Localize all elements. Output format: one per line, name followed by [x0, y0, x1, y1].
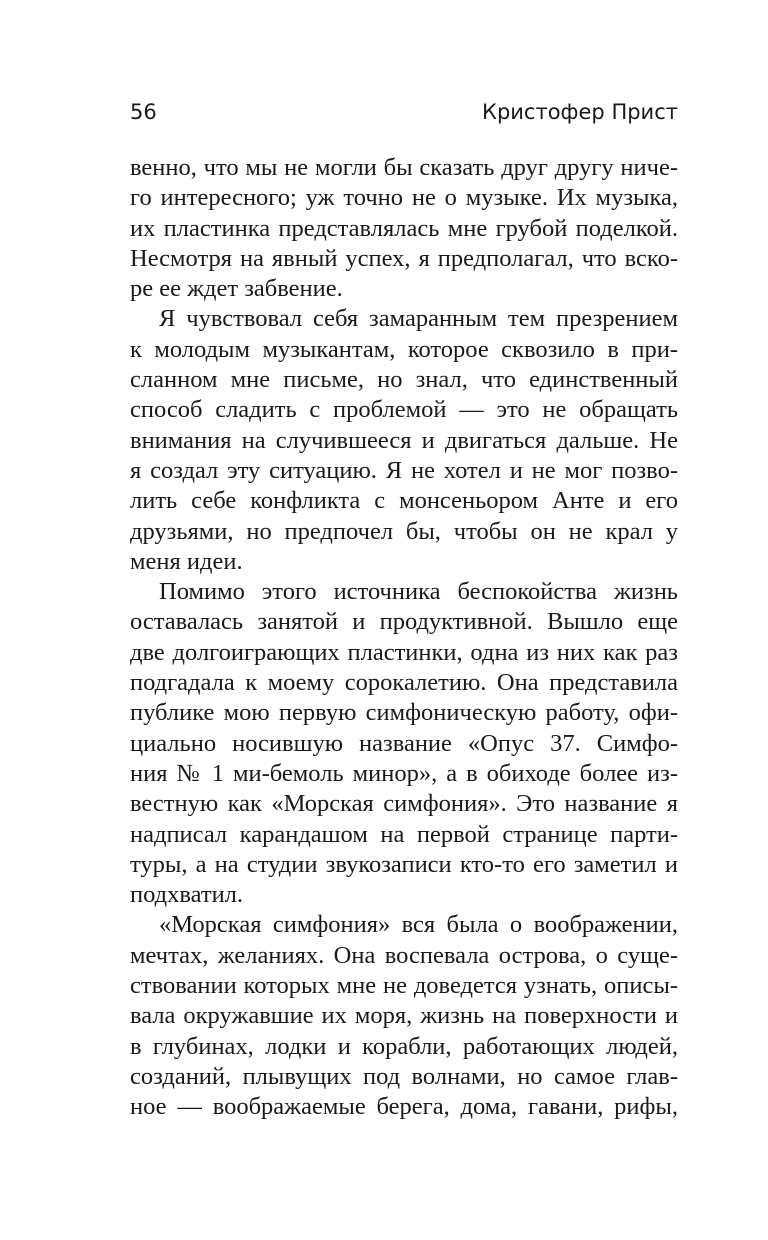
text-line: публике мою первую симфоническую работу, офи- [130, 699, 678, 727]
text-line: подхватил. [130, 881, 244, 909]
running-head-author: Кристофер Прист [482, 100, 678, 124]
text-line: оставалась занятой и продуктивной. Вышло еще [130, 608, 678, 636]
text-line: их пластинка представлялась мне грубой поделкой. [130, 214, 678, 242]
text-line: туры, а на студии звукозаписи кто-то его заметил и [130, 850, 678, 878]
text-line: я создал эту ситуацию. Я не хотел и не мог позво- [130, 456, 678, 484]
text-line: ное — воображаемые берега, дома, гавани, рифы, [130, 1093, 678, 1121]
text-line: сланном мне письме, но знал, что единственный [130, 366, 678, 394]
text-line: Я чувствовал себя замаранным тем презрением [159, 305, 678, 333]
text-line: надписал карандашом на первой странице парти- [130, 820, 678, 848]
text-line: способ сладить с проблемой — это не обращать [130, 396, 678, 424]
body-text [130, 153, 678, 1123]
text-line: вестную как «Морская симфония». Это название я [130, 790, 678, 818]
text-line: го интересного; уж точно не о музыке. Их музыка, [130, 184, 678, 212]
text-line: в глубинах, лодки и корабли, работающих людей, [130, 1032, 678, 1060]
text-line: ствовании которых мне не доведется узнать, описы- [130, 972, 678, 1000]
text-line: «Морская симфония» вся была о воображении, [159, 911, 678, 939]
text-line: мечтах, желаниях. Она воспевала острова, о суще- [130, 941, 678, 969]
text-line: созданий, плывущих под волнами, но самое глав- [130, 1062, 678, 1090]
text-line: Несмотря на явный успех, я предполагал, что вско- [130, 244, 678, 272]
text-line: две долгоиграющих пластинки, одна из них как раз [130, 638, 678, 666]
page-header [130, 100, 678, 132]
text-line: друзьями, но предпочел бы, чтобы он не крал у [130, 517, 678, 545]
text-line: ния № 1 ми-бемоль минор», а в обиходе более из- [130, 759, 678, 787]
text-line: ре ее ждет забвение. [130, 275, 343, 303]
text-line: венно, что мы не могли бы сказать друг другу ниче- [130, 154, 678, 181]
text-line: вала окружавшие их моря, жизнь на поверхности и [130, 1002, 678, 1030]
text-line: Помимо этого источника беспокойства жизнь [159, 578, 678, 606]
text-line: подгадала к моему сорокалетию. Она представила [130, 669, 678, 697]
page-number: 56 [130, 100, 157, 124]
text-line: к молодым музыкантам, которое сквозило в при- [130, 335, 678, 363]
text-line: меня идеи. [130, 547, 243, 575]
text-line: лить себе конфликта с монсеньором Анте и его [130, 487, 678, 515]
text-line: циально носившую название «Опус 37. Симфо- [130, 729, 678, 757]
text-line: внимания на случившееся и двигаться дальше. Не [130, 426, 678, 454]
